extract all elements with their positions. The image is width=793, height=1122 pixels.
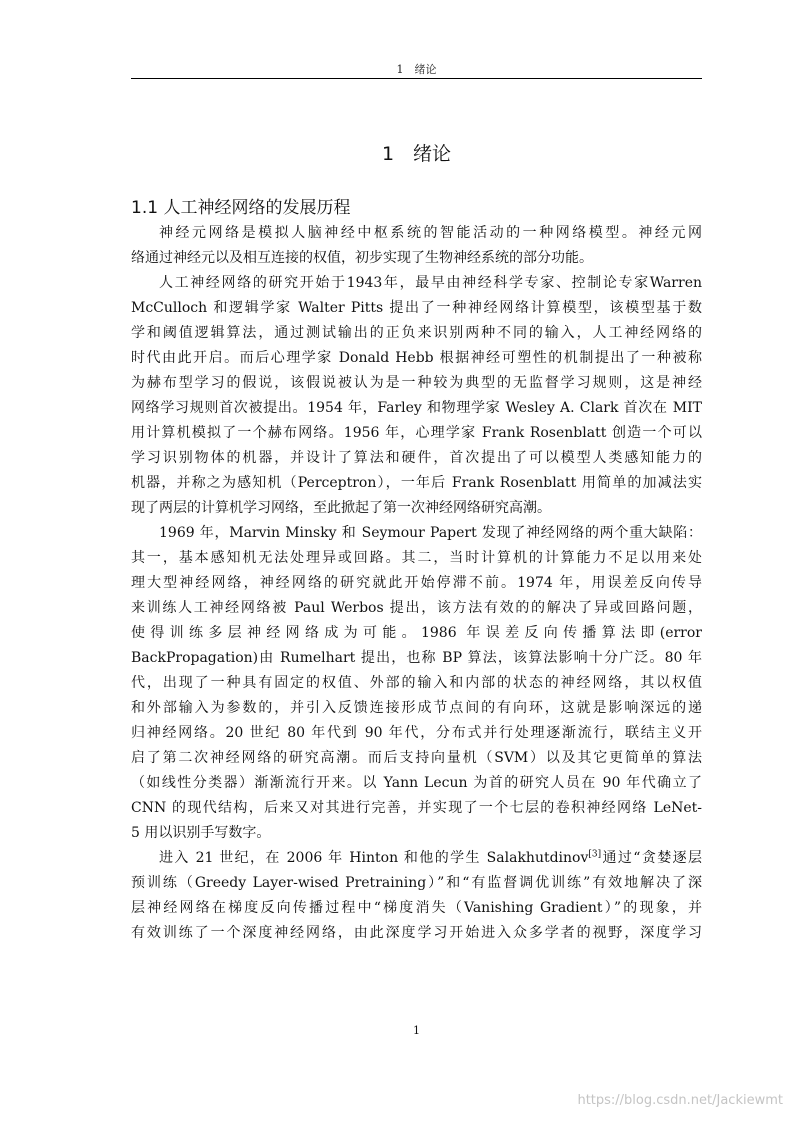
text-line: 现了两层的计算机学习网络，至此掀起了第一次神经网络研究高潮。: [131, 500, 551, 516]
text-line: 有效训练了一个深度神经网络，由此深度学习开始进入众多学者的视野，深度学习: [131, 925, 702, 941]
running-header-title: 1 绪论: [396, 63, 437, 76]
text-line: 归神经网络。20 世纪 80 年代到 90 年代，分布式并行处理逐渐流行，联结主义开: [131, 725, 702, 741]
section-title: 1.1 人工神经网络的发展历程: [131, 198, 351, 218]
text-line: McCulloch 和逻辑学家 Walter Pitts 提出了一种神经网络计算模型，该模型基于数: [131, 300, 702, 316]
text-line: 学和阈值逻辑算法，通过测试输出的正负来识别两种不同的输入，人工神经网络的: [131, 325, 702, 341]
text-line: BackPropagation)由 Rumelhart 提出，也称 BP 算法，该算法影响十分广泛。80 年: [131, 650, 702, 666]
text-fragment: 进入 21 世纪，在 2006 年 Hinton 和他的学生 Salakhutdinov: [159, 850, 589, 866]
text-line: 其一，基本感知机无法处理异或回路。其二，当时计算机的计算能力不足以用来处: [131, 550, 702, 566]
running-header: [131, 62, 702, 79]
paragraph-2: [131, 271, 702, 521]
text-line: 理大型神经网络，神经网络的研究就此开始停滞不前。1974 年，用误差反向传导: [131, 575, 702, 591]
watermark: https://blog.csdn.net/Jackiewmt: [577, 1093, 783, 1108]
page-number: 1: [413, 1024, 420, 1037]
text-line: 网络学习规则首次被提出。1954 年，Farley 和物理学家 Wesley A. Clark 首次在 MIT: [131, 400, 702, 416]
text-line: 为赫布型学习的假说，该假说被认为是一种较为典型的无监督学习规则，这是神经: [131, 375, 702, 391]
body-text: [131, 221, 702, 946]
text-line: 使得训练多层神经网络成为可能。1986 年误差反向传播算法即(error: [131, 625, 702, 641]
text-line: 1969 年，Marvin Minsky 和 Seymour Papert 发现了神经网络的两个重大缺陷：: [159, 525, 702, 541]
text-line: 层神经网络在梯度反向传播过程中“梯度消失（Vanishing Gradient）”的现象，并: [131, 900, 702, 916]
text-line: 来训练人工神经网络被 Paul Werbos 提出，该方法有效的的解决了异或回路问题，: [131, 600, 702, 616]
text-line: 络通过神经元以及相互连接的权值，初步实现了生物神经系统的部分功能。: [131, 250, 593, 266]
text-line: 和外部输入为参数的，并引入反馈连接形成节点间的有向环，这就是影响深远的递: [131, 700, 702, 716]
citation-ref: [3]: [588, 849, 602, 860]
text-line: 人工神经网络的研究开始于1943年，最早由神经科学专家、控制论专家Warren: [159, 275, 702, 291]
text-line: （如线性分类器）渐渐流行开来。以 Yann Lecun 为首的研究人员在 90 年代确立了: [131, 775, 702, 791]
text-fragment: 通过“贪婪逐层: [601, 850, 702, 866]
text-line: 用计算机模拟了一个赫布网络。1956 年，心理学家 Frank Rosenblatt 创造一个可以: [131, 425, 702, 441]
text-line: 学习识别物体的机器，并设计了算法和硬件，首次提出了可以模型人类感知能力的: [131, 450, 702, 466]
paragraph-4: [131, 846, 702, 946]
text-line: CNN 的现代结构，后来又对其进行完善，并实现了一个七层的卷积神经网络 LeNet-: [131, 800, 702, 816]
text-line: 机器，并称之为感知机（Perceptron），一年后 Frank Rosenblatt 用简单的加减法实: [131, 475, 702, 491]
text-line: [131, 846, 702, 871]
chapter-title: 1 绪论: [381, 143, 452, 165]
paragraph-3: [131, 521, 702, 846]
text-line: 5 用以识别手写数字。: [131, 825, 271, 841]
paragraph-1: [131, 221, 702, 271]
text-line: 时代由此开启。而后心理学家 Donald Hebb 根据神经可塑性的机制提出了一种被称: [131, 350, 702, 366]
text-line: 神经元网络是模拟人脑神经中枢系统的智能活动的一种网络模型。神经元网: [159, 225, 702, 241]
text-line: 预训练（Greedy Layer-wised Pretraining）”和“有监督调优训练”有效地解决了深: [131, 875, 702, 891]
text-line: 启了第二次神经网络的研究高潮。而后支持向量机（SVM）以及其它更简单的算法: [131, 750, 702, 766]
text-line: 代，出现了一种具有固定的权值、外部的输入和内部的状态的神经网络，其以权值: [131, 675, 702, 691]
